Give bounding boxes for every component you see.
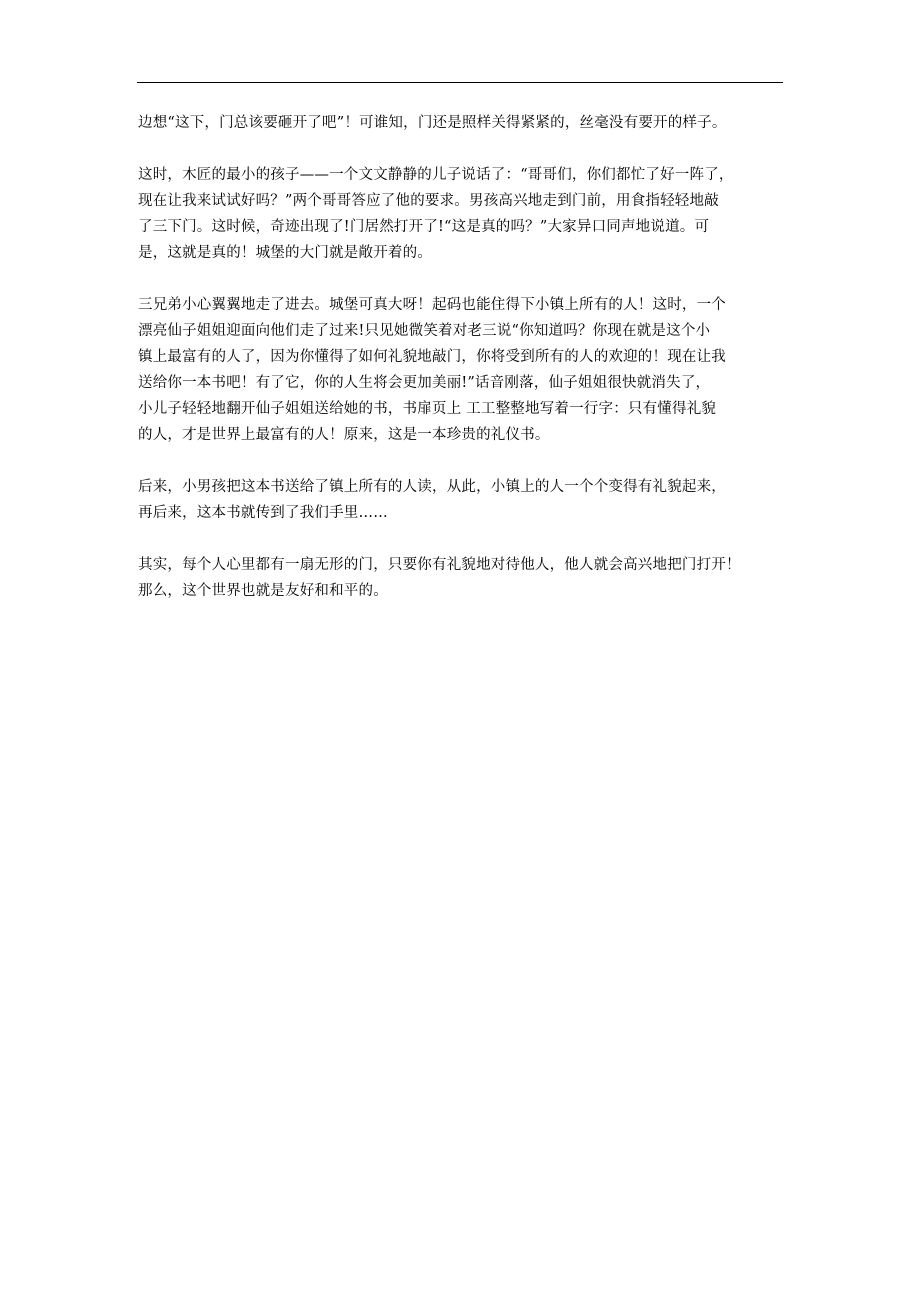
document-body [138,110,788,604]
paragraph: 边想“这下，门总该要砸开了吧”！可谁知，门还是照样关得紧紧的，丝毫没有要开的样子。 [138,115,727,131]
paragraph: 其实，每个人心里都有一扇无形的门，只要你有礼貌地对待他人，他人就会高兴地把门打开！ 那么，这个世界也就是友好和和平的。 [138,557,741,599]
header-divider [137,82,783,83]
paragraph: 后来，小男孩把这本书送给了镇上所有的人读，从此，小镇上的人一个个变得有礼貌起来， 再后来，这本书就传到了我们手里…… [138,479,726,521]
paragraph: 三兄弟小心翼翼地走了进去。城堡可真大呀！起码也能住得下小镇上所有的人！这时，一个 漂亮仙子姐姐迎面向他们走了过来!只见她微笑着对老三说“你知道吗？你现在就是这个小 镇上最富有的人了，因为你懂得了如何礼貌地敲门，你将受到所有的人的欢迎的！现在让我 送给你一本书吧！有了它，你的人生将会更加美丽!”话音刚落，仙子姐姐很快就消失了， 小儿子轻轻地翻开仙子姐姐送给她的书，书扉页上 工工整整地写着一行字：只有懂得礼貌 的人，才是世界上最富有的人！原来，这是一本珍贵的礼仪书。 [138,297,726,443]
paragraph: 这时，木匠的最小的孩子——一个文文静静的儿子说话了：“哥哥们，你们都忙了好一阵了， 现在让我来试试好吗？”两个哥哥答应了他的要求。男孩高兴地走到门前，用食指轻轻地敲 了三下门。这时候，奇迹出现了!门居然打开了!“这是真的吗？”大家异口同声地说道。可 是，这就是真的！城堡的大门就是敞开着的。 [138,167,734,261]
